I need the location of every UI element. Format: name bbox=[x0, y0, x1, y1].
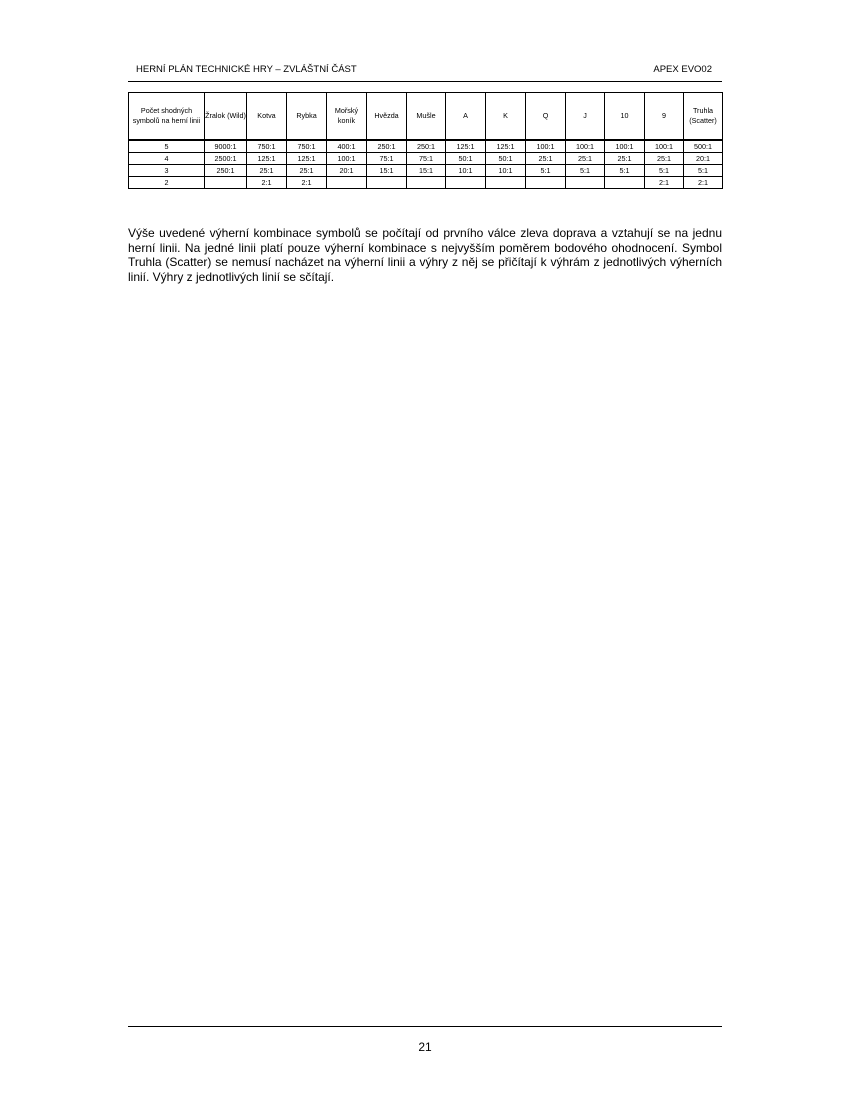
payout-cell: 100:1 bbox=[566, 140, 605, 153]
rules-paragraph: Výše uvedené výherní kombinace symbolů se počítají od prvního válce zleva doprava a vztahují se na jednu herní linii. Na jedné linii platí pouze výherní kombinace s nejvyšším poměrem bodového ohodnocení. Symbol Truhla (Scatter) se nemusí nacházet na výherní linii a výhry z něj se přičítají k výhrám z jednotlivých výherních linií. Výhry z jednotlivých linií se sčítají. bbox=[128, 226, 722, 284]
payout-cell bbox=[526, 177, 566, 189]
symbol-count-cell: 4 bbox=[129, 153, 205, 165]
column-header: Truhla (Scatter) bbox=[684, 93, 723, 141]
payout-cell: 100:1 bbox=[327, 153, 367, 165]
symbol-count-cell: 5 bbox=[129, 140, 205, 153]
column-header: Mušle bbox=[407, 93, 446, 141]
column-header: J bbox=[566, 93, 605, 141]
header-title: HERNÍ PLÁN TECHNICKÉ HRY – ZVLÁŠTNÍ ČÁST bbox=[136, 64, 357, 75]
payout-cell: 125:1 bbox=[446, 140, 486, 153]
payout-cell: 10:1 bbox=[486, 165, 526, 177]
table-row bbox=[129, 177, 723, 189]
header-divider bbox=[128, 81, 722, 82]
payout-cell bbox=[327, 177, 367, 189]
payout-cell: 5:1 bbox=[605, 165, 645, 177]
header-code: APEX EVO02 bbox=[653, 64, 712, 75]
payout-cell: 125:1 bbox=[287, 153, 327, 165]
payout-cell: 9000:1 bbox=[205, 140, 247, 153]
payout-cell: 25:1 bbox=[526, 153, 566, 165]
payout-cell: 100:1 bbox=[526, 140, 566, 153]
payout-cell: 75:1 bbox=[407, 153, 446, 165]
column-header: K bbox=[486, 93, 526, 141]
payout-cell: 15:1 bbox=[407, 165, 446, 177]
payout-cell: 25:1 bbox=[247, 165, 287, 177]
payout-cell: 2500:1 bbox=[205, 153, 247, 165]
payout-cell: 2:1 bbox=[247, 177, 287, 189]
payout-cell: 15:1 bbox=[367, 165, 407, 177]
column-header: 10 bbox=[605, 93, 645, 141]
payout-cell: 250:1 bbox=[407, 140, 446, 153]
payout-cell: 50:1 bbox=[486, 153, 526, 165]
payout-cell: 25:1 bbox=[566, 153, 605, 165]
payout-cell: 750:1 bbox=[287, 140, 327, 153]
column-header: Mořský koník bbox=[327, 93, 367, 141]
table-row bbox=[129, 140, 723, 153]
column-header: Hvězda bbox=[367, 93, 407, 141]
payout-cell: 250:1 bbox=[367, 140, 407, 153]
payout-cell: 2:1 bbox=[684, 177, 723, 189]
payout-cell: 2:1 bbox=[287, 177, 327, 189]
payout-cell bbox=[486, 177, 526, 189]
page-header bbox=[128, 62, 722, 76]
payout-cell bbox=[205, 177, 247, 189]
payout-cell: 20:1 bbox=[327, 165, 367, 177]
payout-cell: 5:1 bbox=[566, 165, 605, 177]
payout-cell: 5:1 bbox=[526, 165, 566, 177]
payout-cell bbox=[605, 177, 645, 189]
payout-cell: 400:1 bbox=[327, 140, 367, 153]
payout-cell: 25:1 bbox=[287, 165, 327, 177]
payout-cell bbox=[407, 177, 446, 189]
paytable-header-row bbox=[129, 93, 723, 141]
payout-cell: 25:1 bbox=[605, 153, 645, 165]
column-header: 9 bbox=[645, 93, 684, 141]
column-header: Rybka bbox=[287, 93, 327, 141]
paytable-body bbox=[129, 140, 723, 189]
payout-cell: 5:1 bbox=[684, 165, 723, 177]
payout-cell: 5:1 bbox=[645, 165, 684, 177]
payout-cell: 50:1 bbox=[446, 153, 486, 165]
payout-cell: 2:1 bbox=[645, 177, 684, 189]
payout-cell bbox=[566, 177, 605, 189]
payout-cell: 125:1 bbox=[486, 140, 526, 153]
column-header: Kotva bbox=[247, 93, 287, 141]
symbol-count-cell: 2 bbox=[129, 177, 205, 189]
table-row bbox=[129, 153, 723, 165]
payout-cell: 125:1 bbox=[247, 153, 287, 165]
payout-cell: 750:1 bbox=[247, 140, 287, 153]
table-row bbox=[129, 165, 723, 177]
symbol-count-cell: 3 bbox=[129, 165, 205, 177]
payout-cell: 75:1 bbox=[367, 153, 407, 165]
column-header: Žralok (Wild) bbox=[205, 93, 247, 141]
payout-cell bbox=[446, 177, 486, 189]
payout-cell: 500:1 bbox=[684, 140, 723, 153]
payout-cell: 100:1 bbox=[645, 140, 684, 153]
column-header: A bbox=[446, 93, 486, 141]
column-header: Q bbox=[526, 93, 566, 141]
payout-cell: 20:1 bbox=[684, 153, 723, 165]
payout-cell: 25:1 bbox=[645, 153, 684, 165]
footer-divider bbox=[128, 1026, 722, 1027]
column-header: Počet shodných symbolů na herní linii bbox=[129, 93, 205, 141]
page-number: 21 bbox=[418, 1040, 432, 1054]
payout-cell: 10:1 bbox=[446, 165, 486, 177]
payout-cell: 250:1 bbox=[205, 165, 247, 177]
payout-cell: 100:1 bbox=[605, 140, 645, 153]
payout-cell bbox=[367, 177, 407, 189]
paytable bbox=[128, 92, 723, 189]
